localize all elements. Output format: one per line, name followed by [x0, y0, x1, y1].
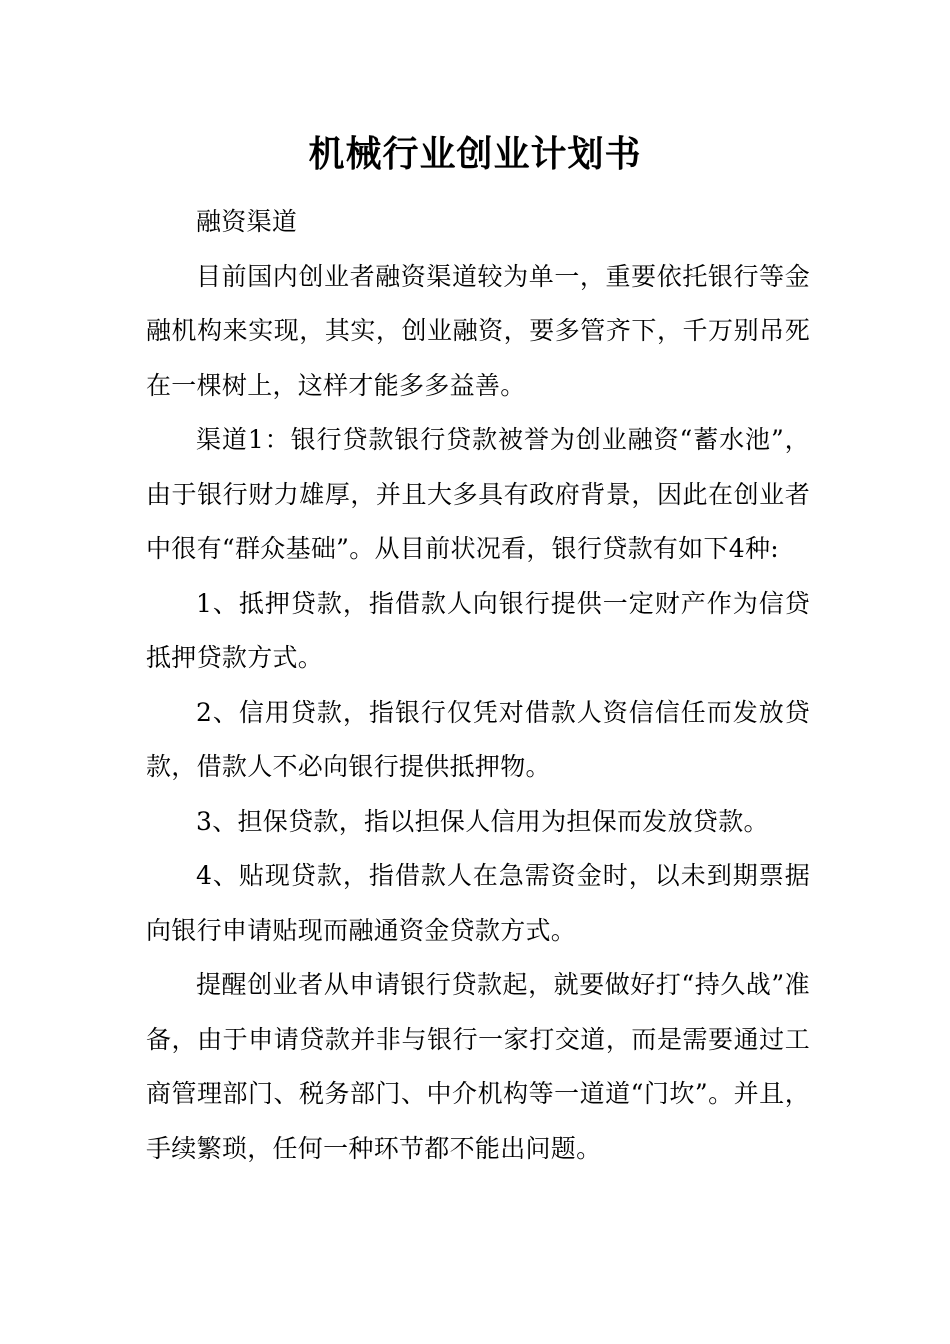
paragraph: 目前国内创业者融资渠道较为单一，重要依托银行等金融机构来实现，其实，创业融资，要多管齐下，千万别吊死在一棵树上，这样才能多多益善。: [146, 261, 810, 400]
paragraph: 提醒创业者从申请银行贷款起，就要做好打“持久战”准备，由于申请贷款并非与银行一家打交道，而是需要通过工商管理部门、税务部门、中介机构等一道道“门坎”。并且，手续繁琐，任何一种环节都不能出问题。: [146, 970, 810, 1163]
paragraph-list-item: 3、担保贷款，指以担保人信用为担保而发放贷款。: [196, 806, 769, 836]
paragraph-section-heading: 融资渠道: [196, 207, 298, 236]
document-title: 机械行业创业计划书: [308, 133, 642, 175]
paragraph-list-item: 2、信用贷款，指银行仅凭对借款人资信信任而发放贷款，借款人不必向银行提供抵押物。: [146, 697, 810, 781]
paragraph-list-item: 4、贴现贷款，指借款人在急需资金时，以未到期票据向银行申请贴现而融通资金贷款方式。: [146, 861, 810, 945]
paragraph-list-item: 1、抵押贷款，指借款人向银行提供一定财产作为信贷抵押贷款方式。: [146, 588, 810, 672]
document-body: [146, 195, 810, 1176]
paragraph: 渠道1：银行贷款银行贷款被誉为创业融资“蓄水池”，由于银行财力雄厚，并且大多具有政府背景，因此在创业者中很有“群众基础”。从目前状况看，银行贷款有如下4种:: [146, 425, 810, 563]
